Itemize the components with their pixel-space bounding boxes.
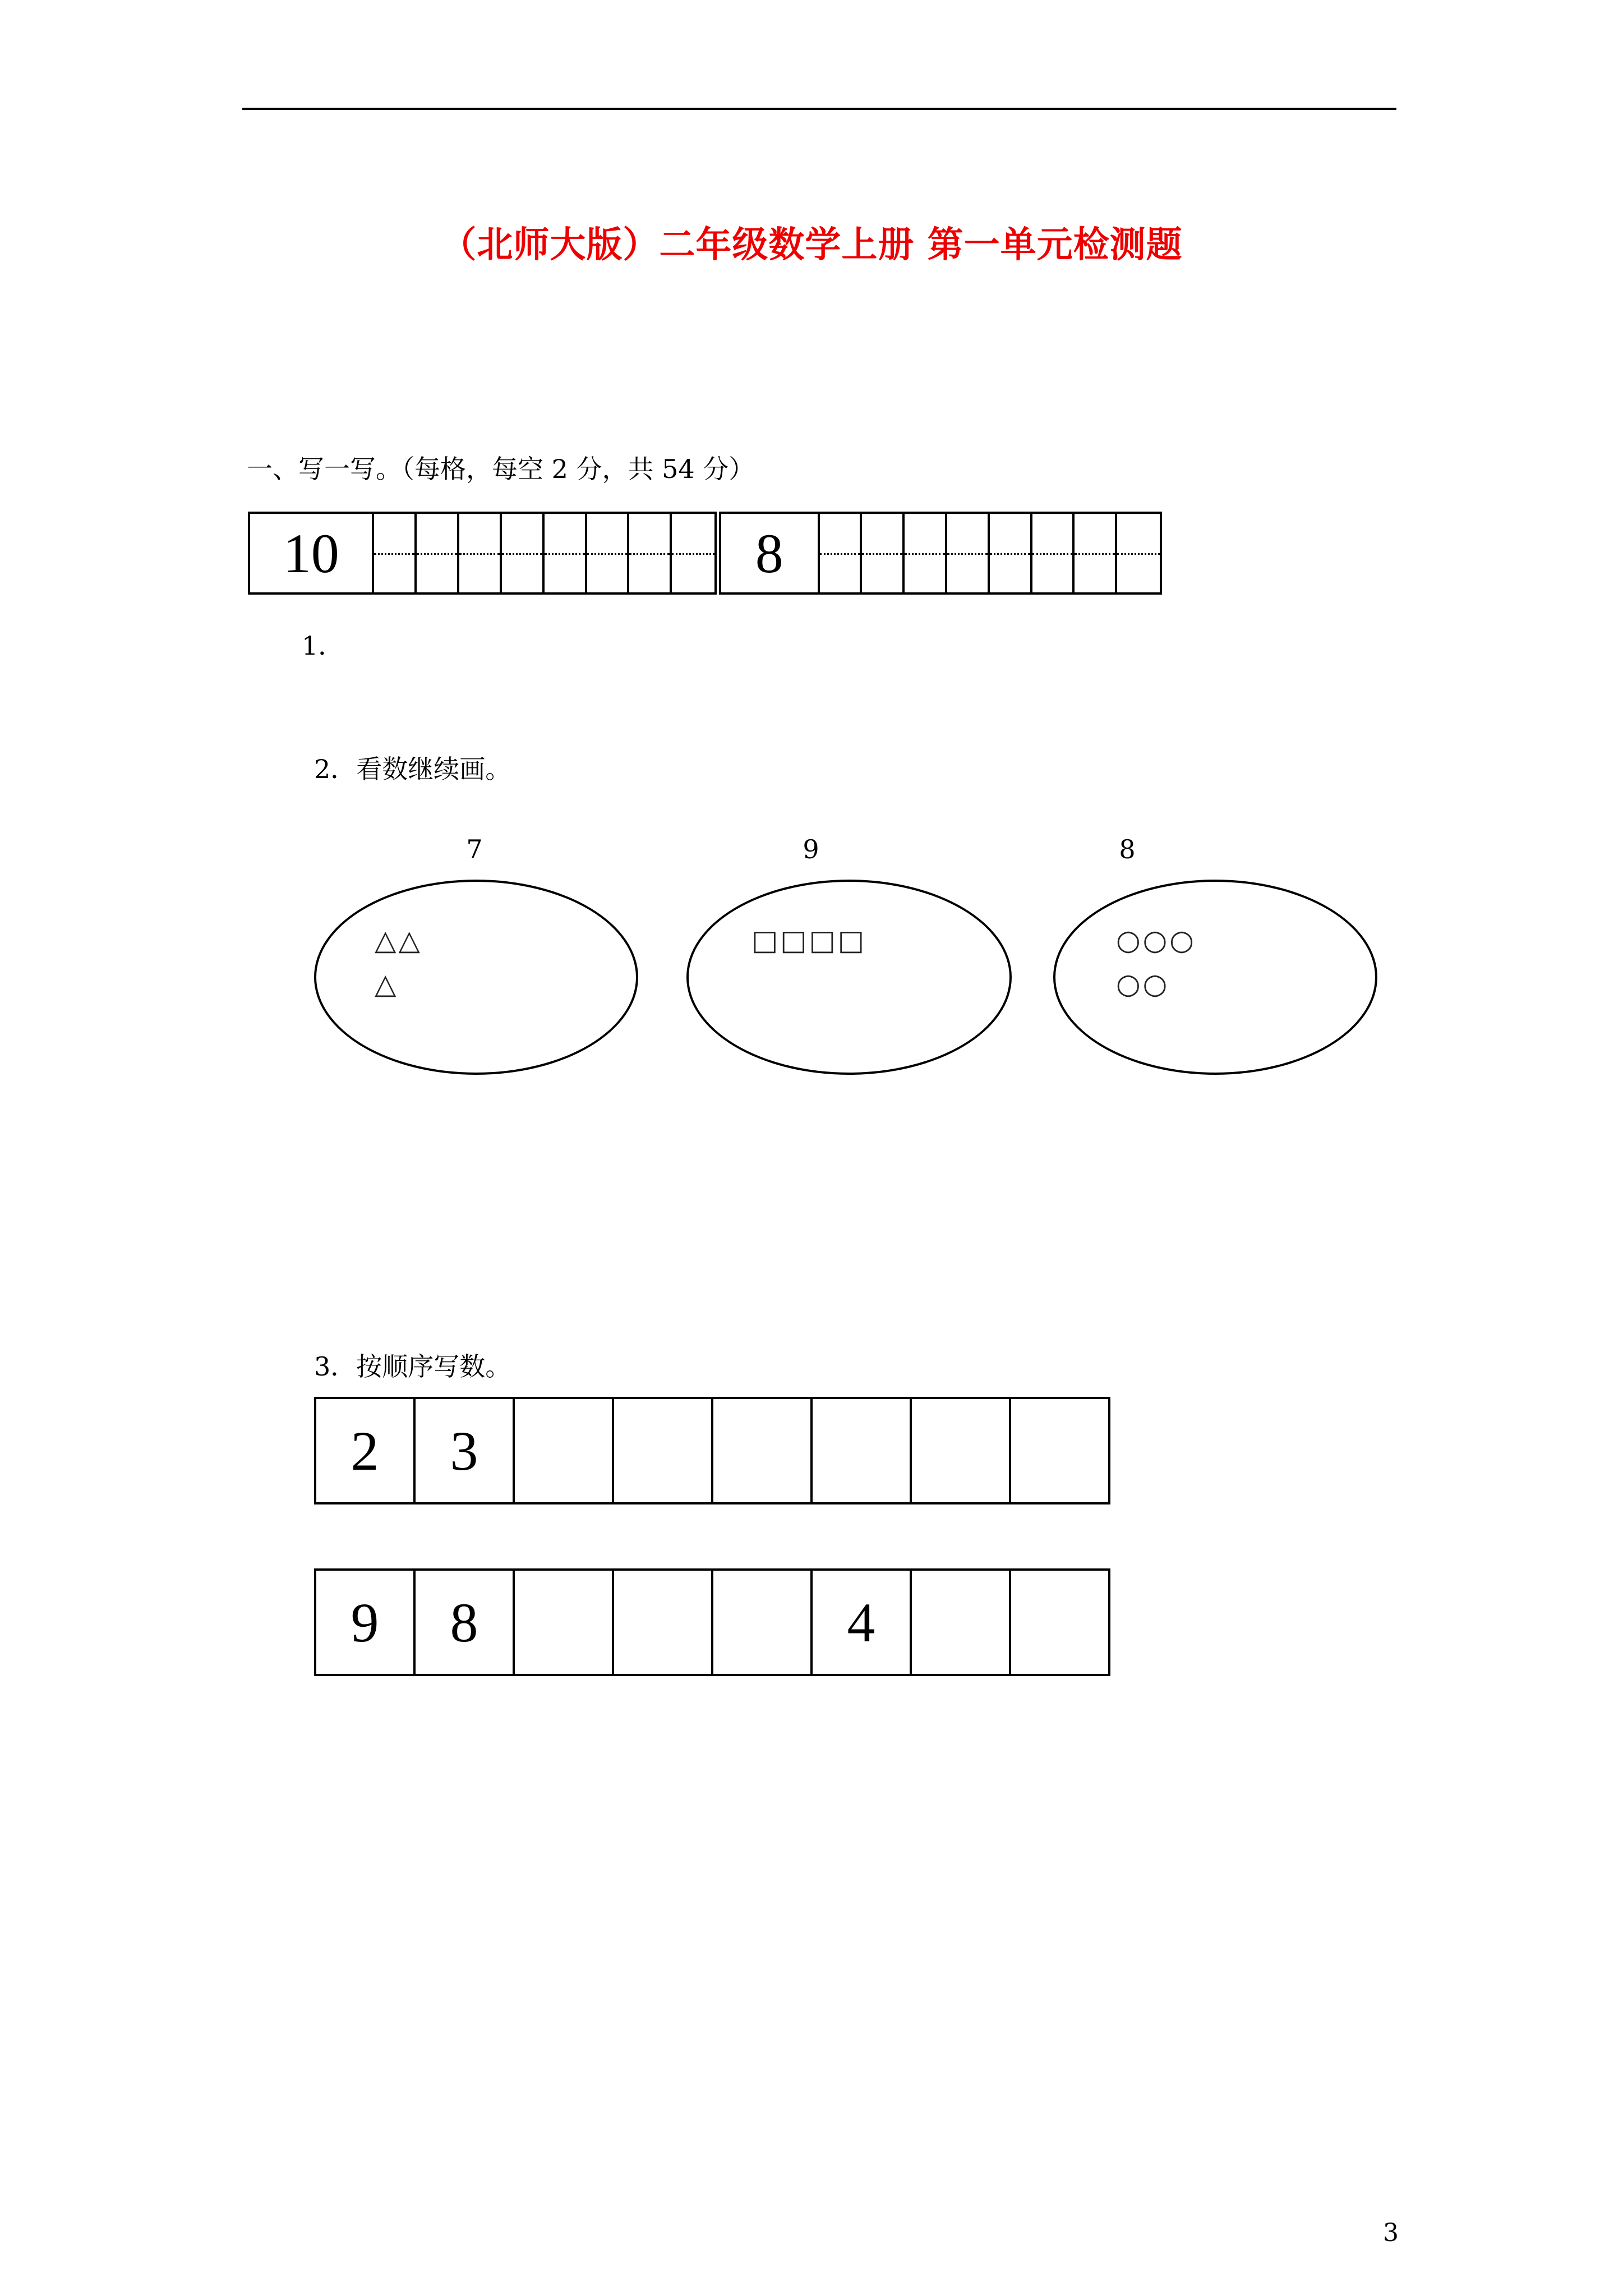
sequence-box[interactable] [1011, 1399, 1108, 1502]
question-1-label: 1． [302, 631, 344, 661]
writing-cell[interactable] [1075, 514, 1117, 592]
sequence-box[interactable] [813, 1399, 912, 1502]
strip-number: 8 [721, 514, 820, 592]
drawing-oval[interactable] [1053, 880, 1377, 1075]
drawing-oval[interactable] [314, 880, 638, 1075]
writing-cell[interactable] [672, 514, 714, 592]
writing-cell[interactable] [374, 514, 417, 592]
writing-cell[interactable] [417, 514, 459, 592]
sequence-box: 8 [416, 1571, 515, 1674]
sequence-box[interactable] [912, 1399, 1011, 1502]
sequence-row-2 [314, 1568, 1110, 1676]
sequence-box[interactable] [1011, 1571, 1108, 1674]
writing-cell[interactable] [990, 514, 1032, 592]
writing-cell[interactable] [947, 514, 990, 592]
writing-strip-left [248, 512, 717, 595]
triangle-shapes [375, 918, 422, 1006]
group-number: 8 [1119, 834, 1136, 864]
circle-shapes [1116, 918, 1196, 1006]
sequence-box[interactable] [515, 1571, 614, 1674]
header-rule [242, 108, 1396, 110]
writing-cell[interactable] [459, 514, 502, 592]
writing-cell[interactable] [862, 514, 905, 592]
sequence-box[interactable] [713, 1571, 813, 1674]
writing-cell[interactable] [502, 514, 545, 592]
writing-cell[interactable] [545, 514, 587, 592]
sequence-box[interactable] [713, 1399, 813, 1502]
page-title: （北师大版）二年级数学上册 第一单元检测题 [440, 224, 1183, 266]
sequence-box[interactable] [614, 1571, 713, 1674]
writing-cell[interactable] [1032, 514, 1075, 592]
writing-cell[interactable] [587, 514, 630, 592]
square-shapes [751, 918, 866, 962]
sequence-box: 9 [316, 1571, 416, 1674]
drawing-oval[interactable] [686, 880, 1012, 1075]
sequence-box[interactable] [912, 1571, 1011, 1674]
sequence-box: 4 [813, 1571, 912, 1674]
shapes-row: ○○○ [1116, 924, 1196, 956]
sequence-box[interactable] [515, 1399, 614, 1502]
question-3-label: 3．按顺序写数。 [314, 1351, 511, 1382]
sequence-box: 3 [416, 1399, 515, 1502]
sequence-box: 2 [316, 1399, 416, 1502]
question-2-label: 2．看数继续画。 [314, 754, 511, 784]
writing-cell[interactable] [1117, 514, 1160, 592]
writing-cell[interactable] [905, 514, 947, 592]
shapes-row: △△ [375, 924, 422, 956]
page-number: 3 [1383, 2219, 1399, 2247]
writing-cell[interactable] [629, 514, 672, 592]
sequence-row-1 [314, 1397, 1110, 1504]
group-number: 9 [803, 834, 819, 864]
sequence-box[interactable] [614, 1399, 713, 1502]
group-number: 7 [466, 834, 483, 864]
writing-strip-right [719, 512, 1162, 595]
writing-cell[interactable] [820, 514, 863, 592]
strip-number: 10 [250, 514, 374, 592]
section-heading: 一、写一写。（每格，每空 2 分，共 54 分） [247, 454, 755, 484]
shapes-row: □□□□ [751, 924, 866, 956]
shapes-row: △ [375, 968, 399, 1000]
shapes-row: ○○ [1116, 968, 1170, 1000]
